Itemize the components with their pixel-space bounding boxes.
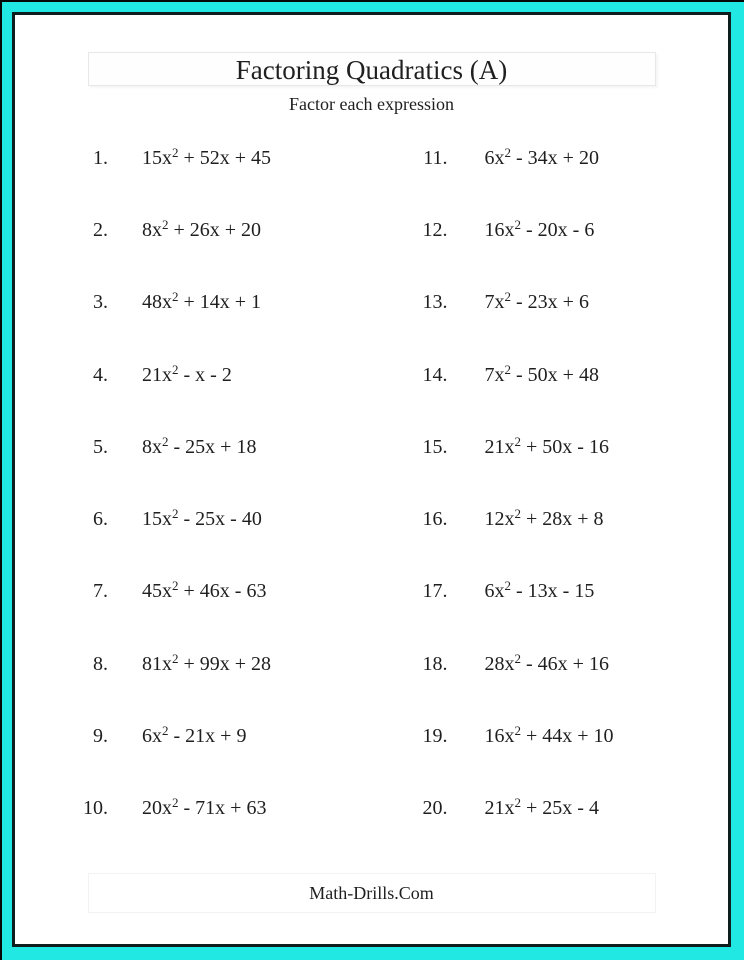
problem-item: [372, 556, 729, 628]
problem-expression: $16x^2 + 44x + 10$: [484, 723, 614, 748]
problem-number: 16.: [422, 508, 448, 531]
problem-number: 11.: [423, 146, 448, 169]
problem-item: [15, 628, 372, 700]
problem-item: [372, 700, 729, 772]
problem-item: [372, 411, 729, 483]
problem-number: 2.: [93, 218, 108, 241]
page-title: Factoring Quadratics (A): [235, 55, 508, 85]
footer-site-name: Math-Drills.Com: [309, 883, 434, 903]
problems-column-right: [372, 122, 729, 845]
problem-number: 9.: [93, 725, 108, 748]
problem-expression: $48x^2 + 14x + 1$: [142, 289, 262, 314]
problem-number: 17.: [422, 580, 448, 603]
problem-number: 10.: [83, 797, 108, 820]
problem-number: 12.: [422, 218, 448, 241]
problem-number: 7.: [93, 580, 108, 603]
problems-grid: [15, 122, 728, 845]
problem-item: [15, 773, 372, 845]
problem-item: [15, 556, 372, 628]
problem-item: [372, 483, 729, 555]
problem-number: 5.: [93, 435, 108, 458]
problem-expression: $81x^2 + 99x + 28$: [142, 650, 272, 675]
problem-expression: $6x^2 - 21x + 9$: [142, 723, 247, 748]
problem-expression: $16x^2 - 20x - 6$: [484, 216, 595, 241]
problem-expression: $15x^2 + 52x + 45$: [142, 144, 272, 169]
worksheet-paper: [12, 12, 731, 947]
problem-number: 14.: [422, 363, 448, 386]
problem-number: 19.: [422, 725, 448, 748]
problem-item: [372, 267, 729, 339]
problem-item: [15, 194, 372, 266]
problem-number: 1.: [93, 146, 108, 169]
problem-number: 8.: [93, 652, 108, 675]
problem-expression: $7x^2 - 23x + 6$: [484, 289, 589, 314]
problem-number: 3.: [93, 291, 108, 314]
problem-expression: $8x^2 - 25x + 18$: [142, 433, 257, 458]
problem-item: [372, 122, 729, 194]
problem-expression: $7x^2 - 50x + 48$: [484, 361, 599, 386]
problem-expression: $6x^2 - 34x + 20$: [484, 144, 599, 169]
problem-expression: $12x^2 + 28x + 8$: [484, 506, 604, 531]
problem-item: [15, 339, 372, 411]
problem-item: [372, 194, 729, 266]
problem-expression: $21x^2 + 25x - 4$: [484, 795, 599, 820]
problem-expression: $15x^2 - 25x - 40$: [142, 506, 262, 531]
problem-number: 20.: [422, 797, 448, 820]
page-subtitle: Factor each expression: [289, 94, 454, 114]
problems-column-left: [15, 122, 372, 845]
problem-number: 13.: [422, 291, 448, 314]
problem-number: 6.: [93, 508, 108, 531]
problem-item: [15, 267, 372, 339]
problem-item: [372, 339, 729, 411]
problem-item: [372, 628, 729, 700]
footer-box: [88, 873, 656, 913]
problem-expression: $21x^2$ - x - 2: [142, 361, 232, 386]
problem-number: 15.: [422, 435, 448, 458]
problem-number: 4.: [93, 363, 108, 386]
problem-item: [15, 122, 372, 194]
problem-expression: $8x^2 + 26x + 20$: [142, 216, 262, 241]
problem-expression: $28x^2 - 46x + 16$: [484, 650, 609, 675]
problem-expression: $21x^2 + 50x - 16$: [484, 433, 609, 458]
problem-item: [15, 483, 372, 555]
problem-number: 18.: [422, 652, 448, 675]
problem-item: [15, 411, 372, 483]
problem-expression: $6x^2 - 13x - 15$: [484, 578, 595, 603]
problem-expression: $20x^2 - 71x + 63$: [142, 795, 267, 820]
title-box: [88, 52, 656, 86]
problem-expression: $45x^2 + 46x - 63$: [142, 578, 267, 603]
problem-item: [372, 773, 729, 845]
problem-item: [15, 700, 372, 772]
